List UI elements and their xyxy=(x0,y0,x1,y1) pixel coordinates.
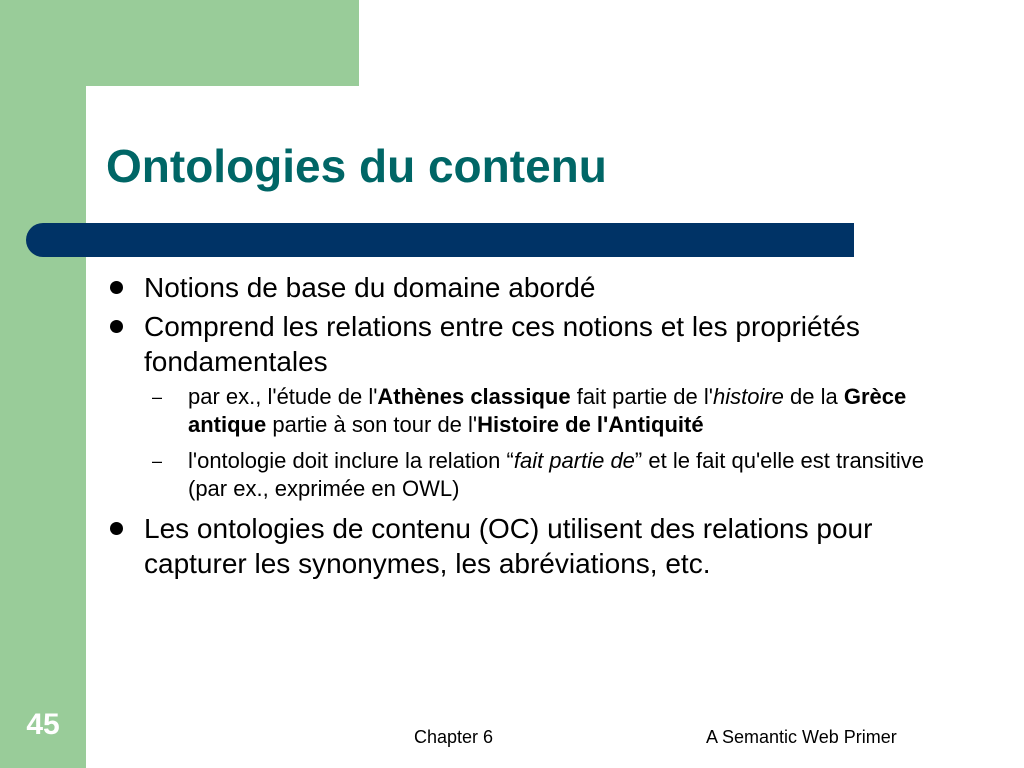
slide-content xyxy=(106,270,956,585)
page-number: 45 xyxy=(26,708,60,741)
slide-title: Ontologies du contenu xyxy=(106,140,607,192)
sub-bullet-text: par ex., l'étude de l'Athènes classique fait partie de l'histoire de la Grèce antique partie à son tour de l'Histoire de l'Antiquité xyxy=(188,384,907,437)
left-green-frame xyxy=(0,0,86,768)
title-underline-bar xyxy=(26,223,854,257)
dash-marker-icon: – xyxy=(152,387,163,407)
bullet-dot-icon xyxy=(110,522,123,535)
bullet-item xyxy=(106,309,956,379)
sub-bullet-item xyxy=(106,447,956,503)
bullet-dot-icon xyxy=(110,281,123,294)
term-athenes: Athènes classique xyxy=(377,384,571,409)
bullet-text: Les ontologies de contenu (OC) utilisent des relations pour capturer les synonymes, les abréviations, etc. xyxy=(144,513,873,579)
dash-marker-icon: – xyxy=(152,451,163,471)
term-histoire-antiquite: Histoire de l'Antiquité xyxy=(477,412,704,437)
term-fait-partie-de: fait partie de xyxy=(513,448,635,473)
term-histoire: histoire xyxy=(712,384,784,409)
sub-bullet-text: l'ontologie doit inclure la relation “fait partie de” et le fait qu'elle est transitive (par ex., exprimée en OWL) xyxy=(188,448,925,501)
sub-bullet-list xyxy=(106,383,956,503)
bullet-dot-icon xyxy=(110,320,123,333)
bullet-item xyxy=(106,270,956,305)
term-grece: Grèce antique xyxy=(188,384,907,437)
footer-chapter: Chapter 6 xyxy=(414,727,494,747)
sub-bullet-item xyxy=(106,383,956,439)
top-green-frame xyxy=(0,0,359,86)
bullet-text: Comprend les relations entre ces notions et les propriétés fondamentales xyxy=(144,311,860,377)
bullet-text: Notions de base du domaine abordé xyxy=(144,272,596,303)
bullet-item xyxy=(106,511,956,581)
footer-book-title: A Semantic Web Primer xyxy=(706,727,897,747)
